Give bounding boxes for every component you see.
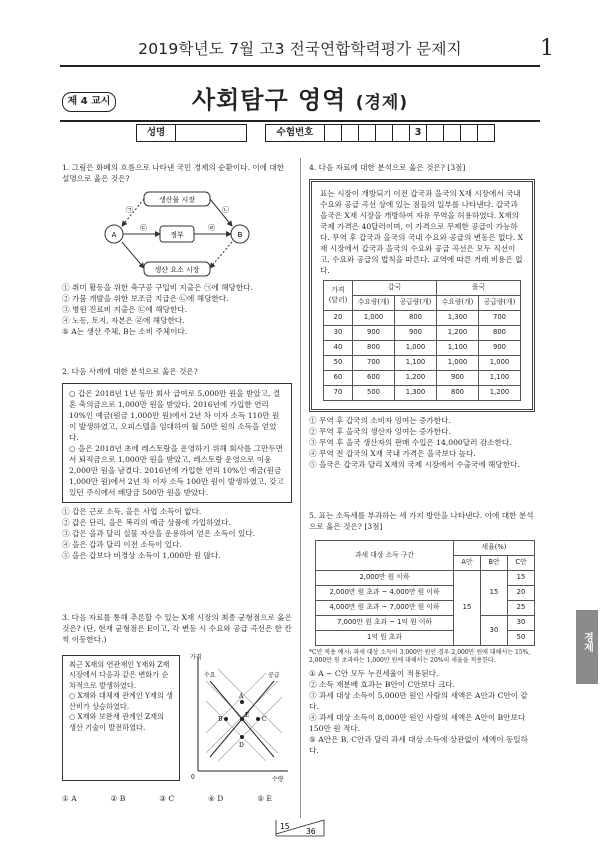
point-a-label: A [239, 693, 244, 700]
market-table [323, 280, 521, 401]
tax-table [315, 540, 535, 646]
table-cell: 500 [353, 386, 395, 401]
exam-title: 2019학년도 7월 고3 전국연합학력평가 문제지 [138, 40, 462, 58]
demand-label: 수요 [204, 672, 216, 679]
choice-3[interactable]: ③ 무역 후 을국 생산자의 판매 수입은 14,000달러 감소한다. [309, 438, 512, 447]
question-4 [309, 162, 535, 470]
question-3 [62, 612, 292, 804]
subhead: 수요량(개) [437, 296, 479, 311]
table-cell: 1,100 [395, 356, 437, 371]
plan-c-header: C안 [508, 556, 535, 571]
choice-5[interactable]: ⑤ E [257, 794, 272, 803]
case-gap: ○ 갑은 2018년 1년 동안 회사 급여로 5,000만 원을 받았고, 결혼 축의금으로 1,000만 원을 받았다. 2016년에 가입한 연리 10%인 예금(원금 1,000만 원)에서 2년 차 이자 소득 110만 원이 발생하였고, 오피스텔을 임대하여 월 50만 원의 소득을 얻었다. [69, 389, 281, 442]
question-stem: 2. 다음 사례에 대한 분석으로 옳은 것은? [62, 367, 198, 376]
page-current: 15 [280, 822, 290, 831]
choices-row [62, 793, 272, 804]
question-stem: 1. 그림은 화폐의 흐름으로 나타낸 국민 경제의 순환이다. 이에 대한 설명으로 옳은 것은? [62, 163, 285, 183]
column-divider [300, 158, 301, 818]
factor-market-label: 생산 요소 시장 [154, 266, 200, 274]
question-stem: 5. 표는 소득세를 부과하는 세 가지 방안을 나타낸다. 이에 대한 분석으로 옳은 것은? [3점] [309, 511, 534, 531]
subject-side-tab [576, 610, 598, 684]
case-box [62, 383, 292, 503]
bracket-cell: 2,000만 원 초과 ~ 4,000만 원 이하 [316, 586, 454, 601]
market-description: 표는 시장이 개방되기 이전 갑국과 을국의 X재 시장에서 국내 수요와 공급 곡선 상에 있는 점들의 일부를 나타낸다. 갑국과 을국은 X재 시장을 개방하여 자유 무역을 허용하였다. X재의 국제 가격은 40달러이며, 이 가격으로 무제한 공급이 가능하다. 무역 후 갑국과 을국의 국내 수요와 공급의 변동은 없다. X재 시장에서 갑국과 을국의 수요와 공급 곡선은 모두 직선이고, 수요와 공급의 법칙을 따른다. 교역에 따른 거래 비용은 없다. [320, 189, 524, 275]
market-box [309, 179, 535, 412]
plan-c-rate: 50 [508, 631, 535, 646]
plan-c-rate: 25 [508, 601, 535, 616]
table-cell: 800 [479, 326, 521, 341]
table-cell: 700 [353, 356, 395, 371]
subject-main: 사회탐구 영역 [191, 86, 347, 114]
page-total: 36 [306, 827, 316, 836]
point-e [240, 717, 244, 721]
table-cell: 20 [324, 311, 353, 326]
bracket-header: 과세 대상 소득 구간 [316, 541, 454, 571]
table-cell: 900 [437, 371, 479, 386]
table-row [324, 326, 521, 341]
subject-title [0, 83, 600, 118]
node-b-label: B [237, 231, 243, 239]
shift-intro: 최근 X재의 연관재인 Y재와 Z재 시장에서 다음과 같은 변화가 순차적으로 발생하였다. [69, 660, 170, 690]
id-cell[interactable] [444, 125, 461, 142]
choice-1[interactable]: ① 취미 활동을 위한 축구공 구입비 지출은 ㉠에 해당한다. [62, 283, 253, 292]
choice-3[interactable]: ③ 과세 대상 소득이 5,000만 원인 사람의 세액은 A안과 C안이 같다. [309, 691, 528, 712]
case-eul: ○ 을은 2018년 초에 레스토랑을 운영하기 위해 회사를 그만두면서 퇴직금으로 1,000만 원을 받았고, 레스토랑 운영으로 이윤 2,000만 원을 남겼다. 2016년에 가입한 연리 10%인 예금(원금 1,000만 원)에서 2년 차 이자 소득 100만 원이 발생하였고, 갖고 있던 주식에서 배당금 500만 원을 받았다. [69, 444, 284, 497]
choice-4[interactable]: ④ 을은 갑과 달리 이전 소득이 있다. [62, 540, 182, 549]
grid-lines [206, 669, 282, 761]
choice-3[interactable]: ③ C [159, 794, 175, 803]
supply-demand-graph [186, 651, 294, 787]
arrow-label: ㉡ [222, 206, 229, 214]
node-a-label: A [111, 231, 117, 239]
id-cell[interactable] [427, 125, 444, 142]
choice-5[interactable]: ⑤ A안은 B, C안과 달리 과세 대상 소득에 상관없이 세액이 동일하다. [309, 735, 528, 756]
point-b [224, 717, 228, 721]
plan-b-rate-high: 30 [481, 616, 508, 646]
plan-c-rate: 15 [508, 571, 535, 586]
choice-3[interactable]: ③ 병원 진료비 지출은 ㉢에 해당한다. [62, 305, 188, 314]
choice-4[interactable]: ④ 노동, 토지, 자본은 ㉣에 해당한다. [62, 316, 185, 325]
bracket-cell: 7,000만 원 초과 ~ 1억 원 이하 [316, 616, 454, 631]
choice-5[interactable]: ⑤ 을은 갑보다 비경상 소득이 1,000만 원 많다. [62, 551, 221, 560]
id-label: 수험번호 [266, 125, 325, 142]
plan-c-rate: 30 [508, 616, 535, 631]
question-1 [62, 162, 292, 337]
bracket-cell: 1억 원 초과 [316, 631, 454, 646]
choice-2[interactable]: ② 소득 재분배 효과는 B안이 C안보다 크다. [309, 680, 455, 690]
point-a [240, 700, 244, 704]
table-cell: 1,000 [479, 356, 521, 371]
table-cell: 600 [353, 371, 395, 386]
flow-arrow [210, 242, 232, 268]
table-cell: 1,000 [437, 356, 479, 371]
period-badge: 제 4 교시 [62, 92, 116, 112]
shift-1: ○ X재와 대체재 관계인 Y재의 생산비가 상승하였다. [69, 691, 173, 711]
table-cell: 1,200 [437, 326, 479, 341]
shift-2: ○ X재와 보완재 관계인 Z재의 생산 기술이 발전하였다. [69, 712, 164, 732]
choice-2[interactable]: ② 가뭄 개발을 위한 보조금 지급은 ㉡에 해당한다. [62, 294, 229, 303]
y-axis-label: 가격 [190, 654, 202, 661]
choice-2[interactable]: ② B [110, 794, 126, 803]
point-d-label: D [239, 742, 244, 749]
table-cell: 800 [353, 341, 395, 356]
circular-flow-diagram [62, 188, 292, 280]
country-gap: 갑국 [353, 281, 437, 296]
table-cell: 1,000 [353, 311, 395, 326]
plan-b-header: B안 [481, 556, 508, 571]
arrow-label: ㉠ [126, 206, 133, 214]
choice-4[interactable]: ④ 과세 대상 소득이 8,000만 원인 사람의 세액은 A안이 B안보다 150만 원 적다. [309, 713, 526, 734]
x-axis-label: 수량 [272, 776, 284, 783]
choice-1[interactable]: ① 갑은 근로 소득, 을은 사업 소득이 없다. [62, 507, 202, 516]
plan-a-rate: 15 [454, 571, 481, 646]
plan-b-rate-low: 15 [481, 571, 508, 616]
price-header: 가격 (달러) [324, 281, 353, 311]
table-cell: 1,100 [437, 341, 479, 356]
table-row [324, 386, 521, 401]
id-cell[interactable] [393, 125, 410, 142]
id-cell[interactable] [359, 125, 376, 142]
table-cell: 800 [395, 311, 437, 326]
page-counter [272, 818, 328, 838]
question-stem: 4. 다음 자료에 대한 분석으로 옳은 것은? [3점] [309, 163, 466, 172]
point-b-label: B [218, 716, 223, 723]
supply-label: 공급 [268, 672, 280, 679]
table-cell: 60 [324, 371, 353, 386]
id-cell[interactable] [478, 125, 495, 142]
header-rule-2 [60, 120, 540, 122]
choice-4[interactable]: ④ 무역 전 갑국의 X재 국내 가격은 을국보다 높다. [309, 449, 476, 458]
table-cell: 30 [324, 326, 353, 341]
subhead: 공급량(개) [479, 296, 521, 311]
choice-5[interactable]: ⑤ A는 생산 주체, B는 소비 주체이다. [62, 327, 188, 336]
table-cell: 1,100 [479, 371, 521, 386]
table-cell: 1,000 [395, 341, 437, 356]
origin-label: 0 [191, 774, 195, 781]
id-cell[interactable] [461, 125, 478, 142]
arrow-label: ㉣ [208, 224, 215, 232]
point-d [240, 735, 244, 739]
id-cell-digit: 3 [410, 125, 427, 142]
tax-note: *C안 적용 예시: 과세 대상 소득이 3,000만 원인 경우 2,000만 원에 대해서는 15%, 2,000만 원 초과하는 1,000만 원에 대해서는 20%의 세율을 적용한다. [309, 649, 531, 665]
point-c [256, 717, 260, 721]
choice-1[interactable]: ① A ~ C안 모두 누진세율이 적용된다. [309, 669, 439, 679]
bracket-cell: 2,000만 원 이하 [316, 571, 454, 586]
table-cell: 900 [479, 341, 521, 356]
question-2 [62, 366, 292, 561]
table-cell: 1,200 [395, 371, 437, 386]
table-row [316, 616, 535, 631]
question-5 [309, 510, 535, 756]
question-stem: 3. 다음 자료를 통해 추론할 수 있는 X재 시장의 최종 균형점으로 옳은 것은? (단, 현재 균형점은 E이고, 각 변동 시 수요와 공급 곡선은 한 칸씩 이동한다.) [62, 613, 292, 644]
plan-a-header: A안 [454, 556, 481, 571]
table-row [316, 571, 535, 586]
table-cell: 40 [324, 341, 353, 356]
country-eul: 을국 [437, 281, 521, 296]
product-market-label: 생산물 시장 [158, 196, 196, 204]
id-cell[interactable] [342, 125, 359, 142]
choice-5[interactable]: ⑤ 을국은 갑국과 달리 X재의 국제 시장에서 수출국에 해당한다. [309, 460, 520, 469]
table-row [324, 356, 521, 371]
table-cell: 70 [324, 386, 353, 401]
choice-1[interactable]: ① 무역 후 갑국의 소비자 잉여는 증가한다. [309, 416, 451, 425]
flow-arrow [122, 242, 144, 268]
q3-figure [62, 651, 292, 791]
table-row [324, 341, 521, 356]
table-cell: 1,200 [479, 386, 521, 401]
subhead: 공급량(개) [395, 296, 437, 311]
choice-3[interactable]: ③ 갑은 을과 달리 실물 자산을 운용하여 얻은 소득이 있다. [62, 529, 256, 538]
point-c-label: C [262, 716, 267, 723]
subhead: 수요량(개) [353, 296, 395, 311]
shift-box [62, 655, 180, 781]
name-label: 성명 [137, 125, 176, 142]
rate-header: 세율(%) [454, 541, 535, 556]
choice-2[interactable]: ② 갑은 단리, 을은 복리의 예금 상품에 가입하였다. [62, 518, 231, 527]
table-cell: 900 [395, 326, 437, 341]
subject-sub: (경제) [355, 93, 409, 113]
id-cell[interactable] [325, 125, 342, 142]
plan-c-rate: 20 [508, 586, 535, 601]
table-cell: 800 [437, 386, 479, 401]
side-tab-label: 경제 [581, 632, 593, 652]
choice-2[interactable]: ② 무역 후 을국의 생산자 잉여는 증가한다. [309, 427, 451, 436]
table-row [324, 311, 521, 326]
point-e-label: E [245, 712, 250, 719]
name-id-box [136, 124, 495, 142]
table-cell: 50 [324, 356, 353, 371]
table-cell: 1,300 [395, 386, 437, 401]
header-rule [60, 65, 540, 67]
table-cell: 900 [353, 326, 395, 341]
bracket-cell: 4,000만 원 초과 ~ 7,000만 원 이하 [316, 601, 454, 616]
table-row [324, 371, 521, 386]
choice-1[interactable]: ① A [62, 794, 77, 803]
arrow-label: ㉢ [140, 224, 147, 232]
name-field[interactable] [176, 125, 247, 142]
government-label: 정부 [170, 231, 184, 239]
page-number-large: 1 [540, 36, 554, 61]
table-cell: 700 [479, 311, 521, 326]
id-cell[interactable] [376, 125, 393, 142]
table-cell: 1,300 [437, 311, 479, 326]
choice-4[interactable]: ④ D [208, 794, 224, 803]
